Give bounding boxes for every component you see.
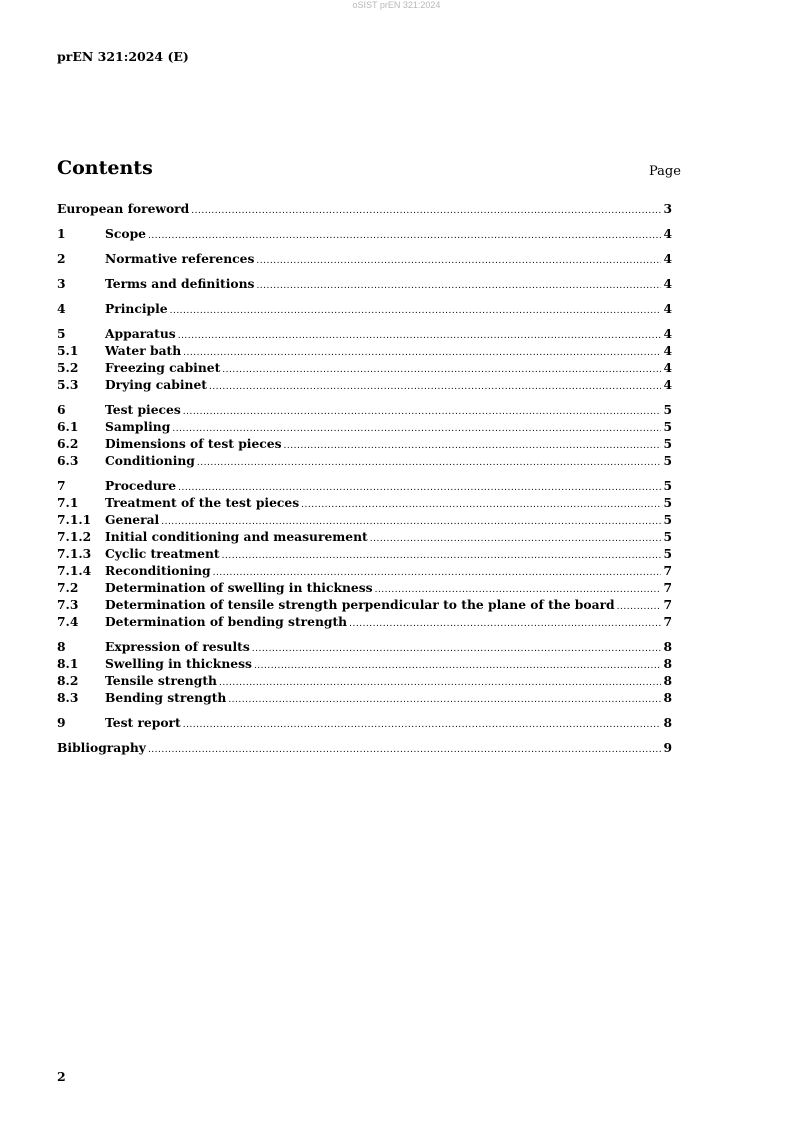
toc-dot-leader: [183, 345, 661, 362]
toc-entry[interactable]: [57, 528, 672, 545]
toc-group: [57, 401, 672, 469]
toc-entry-title: Water bath: [105, 343, 182, 358]
toc-dot-leader: [191, 203, 661, 220]
toc-entry-number: 9: [57, 715, 66, 730]
toc-dot-leader: [228, 692, 661, 709]
toc-entry-page: 5: [663, 512, 672, 527]
toc-entry-page: 5: [663, 546, 672, 561]
toc-entry[interactable]: [57, 714, 672, 731]
toc-entry-page: 7: [663, 580, 672, 595]
toc-entry-page: 7: [663, 614, 672, 629]
toc-entry[interactable]: [57, 325, 672, 342]
toc-entry[interactable]: [57, 225, 672, 242]
toc-entry[interactable]: [57, 250, 672, 267]
toc-entry-title: Normative references: [105, 251, 255, 266]
toc-entry-title: Treatment of the test pieces: [105, 495, 300, 510]
page-column-label: Page: [649, 164, 681, 179]
toc-entry-title: Determination of bending strength: [105, 614, 348, 629]
toc-dot-leader: [183, 717, 662, 734]
toc-entry-title: Sampling: [105, 419, 171, 434]
toc-dot-leader: [222, 548, 662, 565]
toc-group: [57, 200, 672, 217]
toc-entry[interactable]: [57, 376, 672, 393]
toc-entry-page: 3: [663, 201, 672, 216]
toc-entry[interactable]: [57, 545, 672, 562]
toc-dot-leader: [148, 742, 662, 759]
toc-entry-page: 5: [663, 402, 672, 417]
page-number: 2: [57, 1069, 66, 1084]
toc-entry[interactable]: [57, 511, 672, 528]
toc-entry-title: Apparatus: [105, 326, 176, 341]
toc-entry-number: 8.1: [57, 656, 79, 671]
toc-entry[interactable]: [57, 435, 672, 452]
toc-entry-title: Test pieces: [105, 402, 181, 417]
toc-dot-leader: [148, 228, 661, 245]
toc-entry[interactable]: [57, 401, 672, 418]
toc-entry[interactable]: [57, 672, 672, 689]
toc-entry[interactable]: [57, 494, 672, 511]
toc-entry-title: Dimensions of test pieces: [105, 436, 282, 451]
toc-entry-number: 8.2: [57, 673, 79, 688]
toc-entry-number: 7.1.3: [57, 546, 92, 561]
toc-dot-leader: [349, 616, 661, 633]
toc-entry-number: 5.3: [57, 377, 79, 392]
toc-entry-title: Expression of results: [105, 639, 250, 654]
toc-group: [57, 300, 672, 317]
toc-entry-page: 4: [663, 343, 672, 358]
toc-group: [57, 325, 672, 393]
toc-dot-leader: [219, 675, 661, 692]
toc-entry-title: General: [105, 512, 160, 527]
toc-entry-page: 7: [663, 563, 672, 578]
toc-dot-leader: [256, 278, 661, 295]
document-id: prEN 321:2024 (E): [57, 49, 189, 64]
toc-dot-leader: [222, 362, 661, 379]
toc-entry[interactable]: [57, 300, 672, 317]
toc-entry-title: Test report: [105, 715, 181, 730]
toc-dot-leader: [254, 658, 662, 675]
toc-entry-page: 4: [663, 301, 672, 316]
toc-entry-number: 1: [57, 226, 66, 241]
toc-group: [57, 714, 672, 731]
toc-entry-title: Initial conditioning and measurement: [105, 529, 368, 544]
toc-group: [57, 739, 672, 756]
toc-entry-page: 4: [663, 360, 672, 375]
toc-entry-page: 4: [663, 276, 672, 291]
toc-entry-number: 5.2: [57, 360, 79, 375]
toc-entry[interactable]: [57, 689, 672, 706]
toc-entry-number: 7.1.4: [57, 563, 92, 578]
toc-entry[interactable]: [57, 638, 672, 655]
toc-entry-number: 4: [57, 301, 66, 316]
toc-entry-page: 5: [663, 436, 672, 451]
toc-entry-number: 2: [57, 251, 66, 266]
toc-entry-number: 8.3: [57, 690, 79, 705]
toc-entry-title: Cyclic treatment: [105, 546, 220, 561]
toc-entry-page: 8: [663, 639, 672, 654]
toc-dot-leader: [256, 253, 661, 270]
toc-entry-title: Bending strength: [105, 690, 227, 705]
watermark: oSIST prEN 321:2024: [352, 0, 441, 10]
toc-entry-number: 8: [57, 639, 66, 654]
toc-dot-leader: [170, 303, 662, 320]
toc-entry-title: Drying cabinet: [105, 377, 207, 392]
toc-entry-number: 7.2: [57, 580, 79, 595]
toc-entry-number: 6.1: [57, 419, 79, 434]
toc-entry-title: Conditioning: [105, 453, 195, 468]
toc-entry-title: Terms and definitions: [105, 276, 255, 291]
toc-entry-page: 4: [663, 326, 672, 341]
toc-entry-page: 7: [663, 597, 672, 612]
toc-entry-page: 4: [663, 226, 672, 241]
toc-entry-page: 8: [663, 673, 672, 688]
toc-entry-number: 6.2: [57, 436, 79, 451]
toc-entry[interactable]: [57, 342, 672, 359]
toc-entry-title: Determination of swelling in thickness: [105, 580, 373, 595]
toc-entry[interactable]: [57, 477, 672, 494]
toc-entry-page: 8: [663, 715, 672, 730]
toc-group: [57, 225, 672, 242]
toc-entry-title: Freezing cabinet: [105, 360, 221, 375]
toc-entry-title: Reconditioning: [105, 563, 211, 578]
toc-entry-number: 7: [57, 478, 66, 493]
toc-entry[interactable]: [57, 613, 672, 630]
toc-entry[interactable]: [57, 739, 672, 756]
toc-group: [57, 477, 672, 630]
toc-entry-page: 5: [663, 419, 672, 434]
toc-entry-number: 7.3: [57, 597, 79, 612]
toc-entry[interactable]: [57, 579, 672, 596]
toc-entry-page: 5: [663, 495, 672, 510]
toc-entry-page: 9: [663, 740, 672, 755]
toc-entry[interactable]: [57, 359, 672, 376]
toc-entry[interactable]: [57, 655, 672, 672]
toc-entry-title: Bibliography: [57, 740, 146, 755]
toc-dot-leader: [617, 599, 662, 616]
toc-entry-title: Procedure: [105, 478, 177, 493]
toc-dot-leader: [209, 379, 661, 396]
toc-entry-number: 6: [57, 402, 66, 417]
toc-entry-title: European foreword: [57, 201, 190, 216]
toc-group: [57, 638, 672, 706]
toc-entry[interactable]: [57, 562, 672, 579]
toc-entry[interactable]: [57, 275, 672, 292]
toc-entry-title: Scope: [105, 226, 146, 241]
toc-entry-page: 8: [663, 656, 672, 671]
toc-group: [57, 275, 672, 292]
toc-entry[interactable]: [57, 418, 672, 435]
toc-dot-leader: [370, 531, 662, 548]
toc-dot-leader: [183, 404, 662, 421]
toc-entry-number: 7.1.1: [57, 512, 92, 527]
toc-entry-number: 7.1: [57, 495, 79, 510]
toc-entry-title: Determination of tensile strength perpendicular to the plane of the board: [105, 597, 615, 612]
toc-entry[interactable]: [57, 452, 672, 469]
toc-entry[interactable]: [57, 596, 672, 613]
toc-entry-title: Swelling in thickness: [105, 656, 252, 671]
toc-entry-page: 5: [663, 529, 672, 544]
toc-entry-number: 6.3: [57, 453, 79, 468]
contents-heading: Contents: [57, 157, 153, 179]
toc-entry-page: 4: [663, 377, 672, 392]
toc-entry-number: 3: [57, 276, 66, 291]
toc-dot-leader: [178, 328, 662, 345]
toc-entry-page: 4: [663, 251, 672, 266]
toc-dot-leader: [284, 438, 662, 455]
toc-dot-leader: [301, 497, 661, 514]
table-of-contents: [57, 200, 672, 764]
toc-entry-page: 5: [663, 453, 672, 468]
toc-entry-page: 8: [663, 690, 672, 705]
toc-entry-number: 5: [57, 326, 66, 341]
toc-entry-number: 5.1: [57, 343, 79, 358]
toc-entry-title: Tensile strength: [105, 673, 217, 688]
toc-entry-title: Principle: [105, 301, 168, 316]
toc-entry-page: 5: [663, 478, 672, 493]
toc-group: [57, 250, 672, 267]
toc-dot-leader: [197, 455, 662, 472]
toc-entry-number: 7.1.2: [57, 529, 92, 544]
toc-dot-leader: [252, 641, 662, 658]
toc-entry[interactable]: [57, 200, 672, 217]
toc-entry-number: 7.4: [57, 614, 79, 629]
